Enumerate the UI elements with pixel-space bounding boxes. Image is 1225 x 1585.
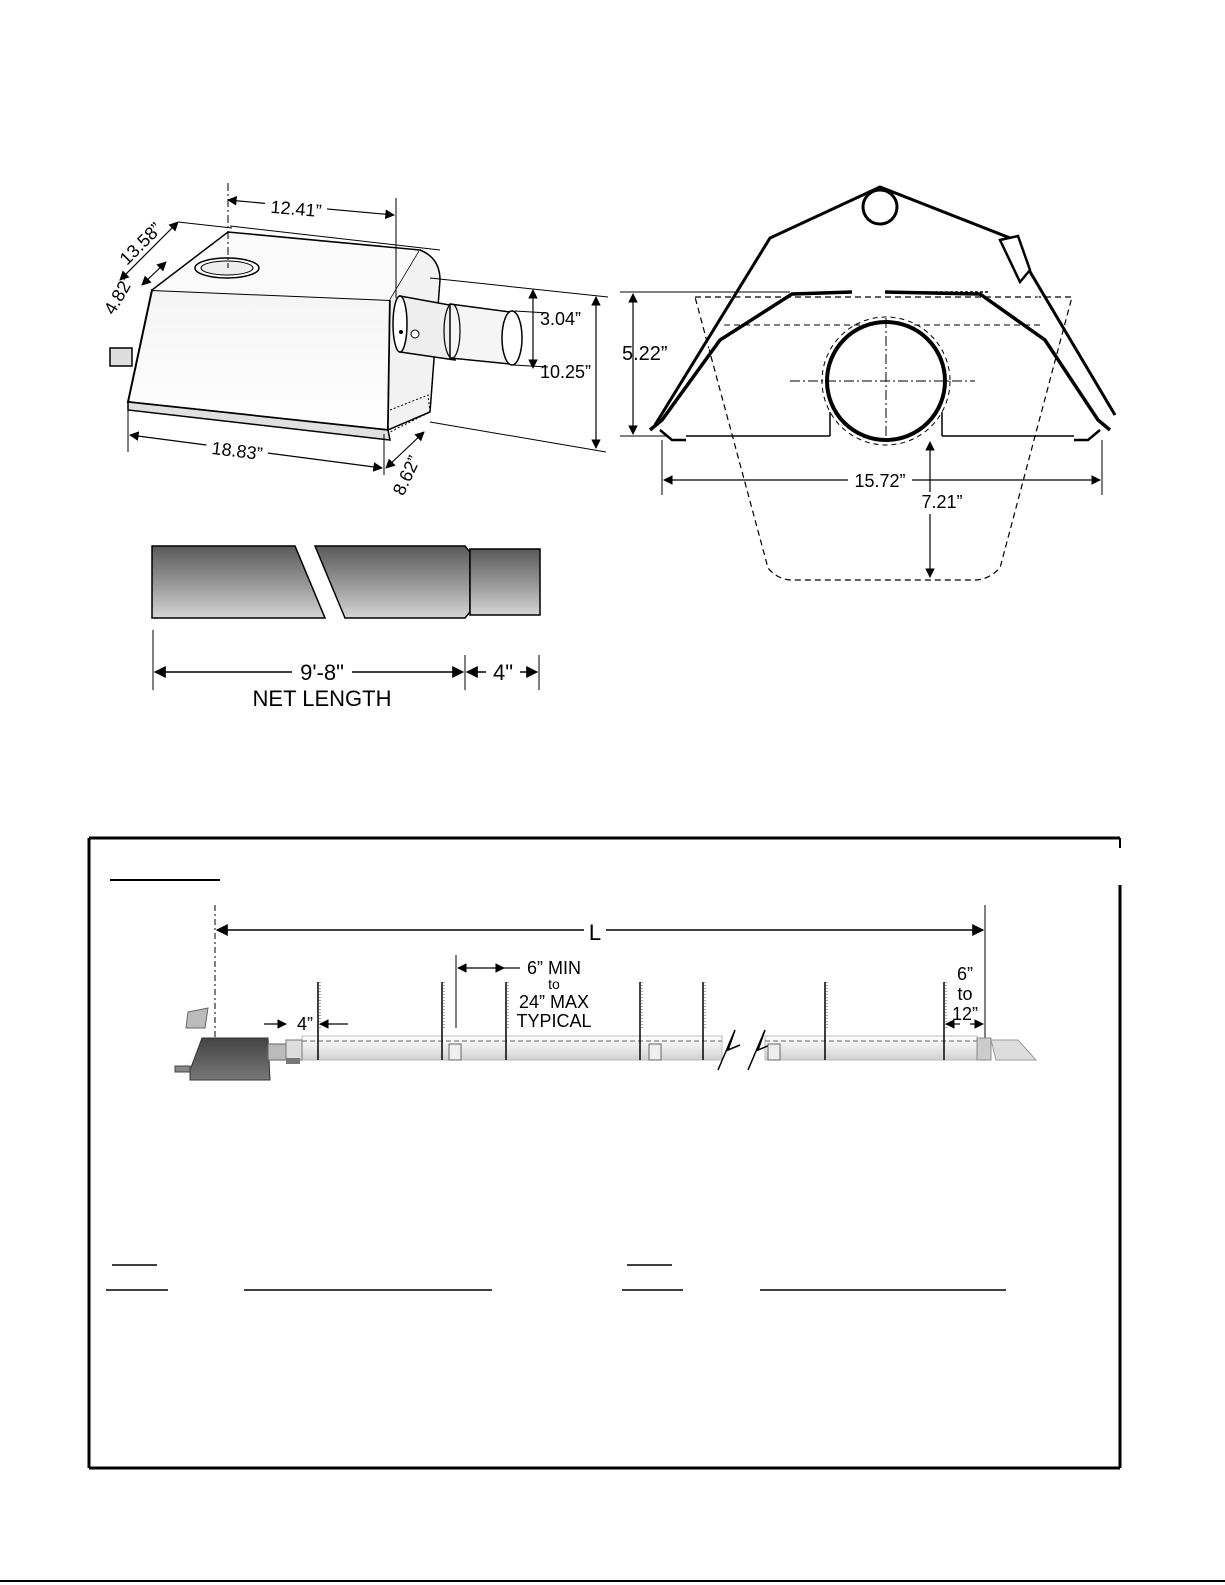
heater-isometric <box>100 183 608 498</box>
dim-base-length: 18.83” <box>210 437 264 465</box>
dim-L: L <box>588 920 602 945</box>
spacing-line-4: TYPICAL <box>516 1011 592 1031</box>
dim-net: 9'-8" <box>300 660 344 685</box>
dim-outlet-height: 3.04” <box>540 309 582 329</box>
spacing-line-2: to <box>548 976 560 992</box>
dim-offset-diag: 4.82” <box>99 272 138 318</box>
dim-depth-diag: 13.58” <box>115 218 166 269</box>
dim-4in: 4” <box>296 1014 314 1034</box>
end-line-1: 6” <box>956 964 974 984</box>
end-line-2: to <box>957 984 973 1004</box>
spacing-line-3: 24” MAX <box>518 992 590 1012</box>
reflector-section <box>620 187 1115 580</box>
dim-end: 4" <box>492 660 514 685</box>
dim-width: 15.72” <box>854 471 906 491</box>
page-bottom-rule <box>0 1580 1225 1582</box>
net-length-label: NET LENGTH <box>252 686 392 711</box>
dim-length-top: 12.41” <box>269 196 323 222</box>
spacing-line-1: 6” MIN <box>527 958 581 978</box>
dim-drop: 7.21” <box>921 492 963 512</box>
dim-base-depth: 8.62” <box>388 452 425 499</box>
end-line-3: 12” <box>951 1004 979 1024</box>
tube-drawing <box>152 546 540 711</box>
dim-height: 5.22” <box>622 343 668 365</box>
dim-total-height: 10.25” <box>540 362 592 382</box>
system-layout <box>175 905 1036 1080</box>
